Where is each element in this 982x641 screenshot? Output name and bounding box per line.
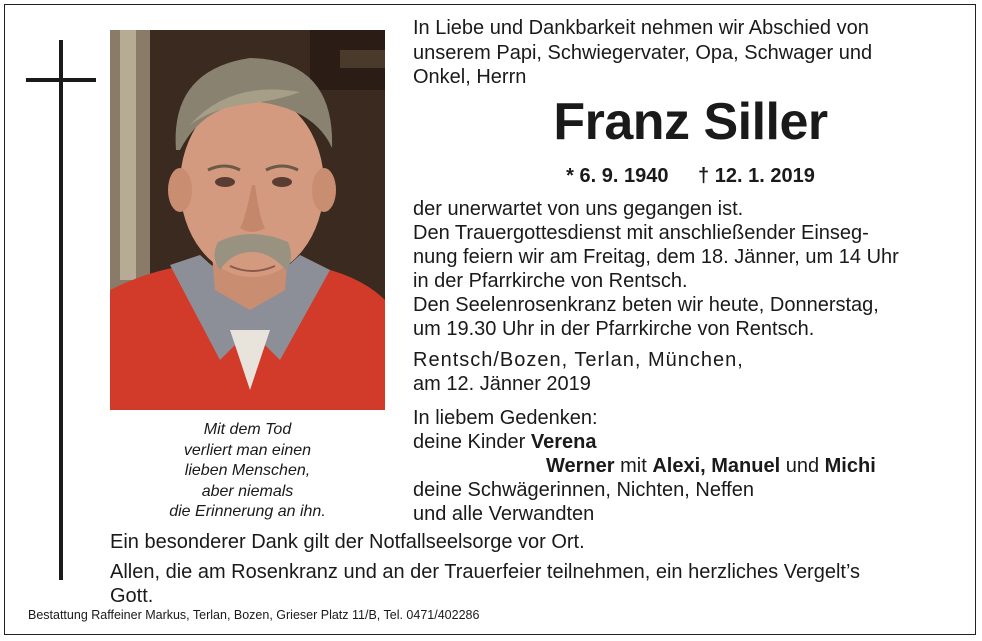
- birth-date: * 6. 9. 1940: [566, 165, 669, 187]
- child-name: Verena: [530, 431, 597, 453]
- thanks-line: Ein besonderer Dank gilt der Notfallseelsorge vor Ort.: [110, 531, 585, 553]
- poem-line: verliert man einen: [183, 441, 312, 459]
- portrait-photo: [110, 30, 385, 410]
- child-name: Werner: [546, 455, 615, 477]
- funeral-home-footer: Bestattung Raffeiner Markus, Terlan, Bozen, Grieser Platz 11/B, Tel. 0471/402286: [28, 608, 480, 622]
- body-line: der unerwartet von uns gegangen ist.: [413, 198, 744, 220]
- cross-horizontal-bar: [26, 78, 96, 82]
- relatives-line: und alle Verwandten: [413, 503, 595, 525]
- connector-word: mit: [614, 455, 653, 477]
- cross-vertical-bar: [59, 40, 63, 580]
- poem-line: aber niemals: [201, 482, 294, 500]
- death-date: † 12. 1. 2019: [698, 165, 815, 187]
- poem-line: lieben Menschen,: [184, 462, 311, 479]
- intro-paragraph: [413, 16, 968, 90]
- body-line: Den Seelenrosenkranz beten wir heute, Donnerstag,: [413, 294, 879, 316]
- life-dates: [413, 164, 968, 188]
- survivors-list: [413, 406, 968, 526]
- place-and-date: [413, 348, 968, 396]
- portrait-illustration: [110, 30, 385, 410]
- thanks-paragraph-2: [110, 560, 968, 608]
- body-line: nung feiern wir am Freitag, dem 18. Jänner, um 14 Uhr: [413, 246, 899, 268]
- service-details: [413, 197, 968, 341]
- body-line: in der Pfarrkirche von Rentsch.: [413, 270, 688, 292]
- date-line: am 12. Jänner 2019: [413, 373, 591, 395]
- poem-line: Mit dem Tod: [203, 421, 292, 438]
- grandchildren-line: [413, 454, 968, 478]
- children-line: [413, 430, 968, 454]
- thanks-line: Gott.: [110, 585, 154, 607]
- survivors-heading: In liebem Gedenken:: [413, 407, 598, 429]
- thanks-line: Allen, die am Rosenkranz und an der Trauerfeier teilnehmen, ein herzliches Vergelt’s: [110, 561, 861, 583]
- grandchild-name: Manuel: [711, 455, 781, 477]
- thanks-paragraph-1: [110, 530, 968, 554]
- deceased-name: Franz Siller: [553, 93, 828, 151]
- children-prefix: deine Kinder: [413, 431, 531, 453]
- grandchild-name: Alexi,: [652, 455, 706, 477]
- connector-word: und: [780, 455, 825, 477]
- intro-line: In Liebe und Dankbarkeit nehmen wir Abschied von: [413, 17, 869, 39]
- intro-line: unserem Papi, Schwiegervater, Opa, Schwager und: [413, 41, 873, 64]
- grandchild-name: Michi: [824, 455, 876, 477]
- intro-line: Onkel, Herrn: [413, 66, 527, 88]
- in-laws-line: deine Schwägerinnen, Nichten, Neffen: [413, 479, 754, 501]
- body-line: Den Trauergottesdienst mit anschließender Einseg-: [413, 222, 869, 244]
- poem-line: die Erinnerung an ihn.: [169, 503, 326, 520]
- memorial-poem: [110, 420, 385, 523]
- place-line: Rentsch/Bozen, Terlan, München,: [413, 349, 744, 371]
- body-line: um 19.30 Uhr in der Pfarrkirche von Rentsch.: [413, 318, 815, 340]
